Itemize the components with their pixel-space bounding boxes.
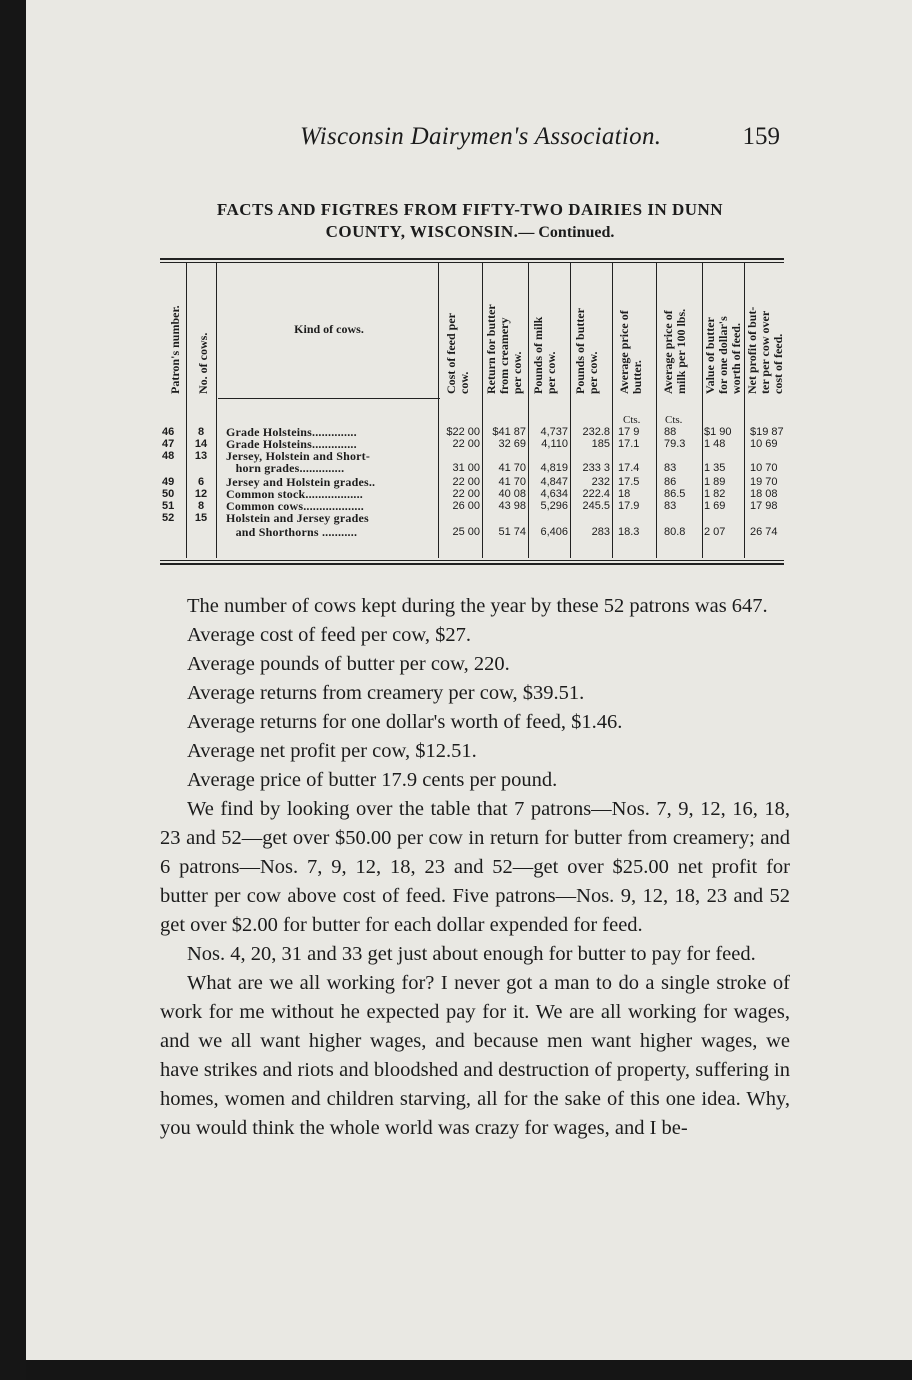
cell-cost: 31 00	[452, 462, 480, 474]
header-cows-text: No. of cows.	[196, 332, 210, 394]
table-title-continued: — Continued.	[518, 224, 615, 241]
cell-price-milk: 86	[664, 476, 677, 488]
cell-value: 1 82	[704, 488, 726, 500]
cell-cows: 8	[197, 426, 205, 438]
header-return-text: Return for butter from creamery per cow.	[484, 304, 524, 394]
header-cows	[196, 262, 214, 394]
cell-value: 2 07	[704, 526, 726, 538]
cell-patron: 52	[162, 512, 175, 524]
cell-milk: 4,634	[540, 488, 568, 500]
cell-milk: 6,406	[540, 526, 568, 538]
cell-patron: 51	[162, 500, 175, 512]
cell-net: 10 69	[750, 438, 778, 450]
header-value	[705, 262, 743, 394]
paragraph: We find by looking over the table that 7 patrons—Nos. 7, 9, 12, 16, 18, 23 and 52—get over $50.00 per cow in return for butter from creamery; and 6 patrons—Nos. 7, 9, 12, 18, 23 and 52—get over $25.00 net profit for butter per cow above cost of feed. Five patrons—Nos. 9, 12, 18, 23 and 52 get over $2.00 for butter for each dollar expended for feed.	[160, 798, 790, 936]
cell-value: 1 69	[704, 500, 726, 512]
cell-kind: Holstein and Jersey grades	[226, 511, 369, 525]
cell-milk: 4,737	[540, 426, 568, 438]
dairy-table	[160, 258, 784, 566]
cell-cost: 25 00	[452, 526, 480, 538]
cell-price-butter: 18.3	[618, 526, 640, 538]
table-row	[160, 526, 784, 538]
header-milk	[532, 262, 564, 394]
paragraph: Average pounds of butter per cow, 220.	[187, 653, 510, 675]
cell-milk: 4,110	[541, 438, 568, 450]
cell-patron: 49	[162, 476, 175, 488]
cell-price-milk: 83	[664, 462, 677, 474]
table-title-line1: FACTS AND FIGTRES FROM FIFTY-TWO DAIRIES IN DUNN	[216, 200, 724, 219]
cell-butter: 245.5	[582, 500, 610, 512]
cell-return: 43 98	[498, 500, 526, 512]
cell-cows: 8	[197, 500, 205, 512]
unit-price-butter: Cts.	[623, 414, 641, 426]
cell-kind: Grade Holsteins..............	[226, 425, 357, 439]
paragraph: Average returns from creamery per cow, $39.51.	[187, 682, 585, 704]
cell-kind: Common cows...................	[226, 499, 364, 513]
table-bottom-rule-thin	[160, 560, 784, 561]
cell-butter: 222.4	[582, 488, 610, 500]
header-patron-text: Patron's number.	[168, 305, 182, 394]
body-text	[160, 592, 790, 1143]
header-net-text: Net profit of but- ter per cow over cost of feed.	[745, 306, 785, 394]
cell-price-butter: 18	[618, 488, 631, 500]
cell-cows: 6	[197, 476, 205, 488]
cell-return: 41 70	[498, 462, 526, 474]
cell-return: 32 69	[498, 438, 526, 450]
cell-kind: Grade Holsteins..............	[226, 437, 357, 451]
table-title-line2	[150, 222, 790, 242]
cell-butter: 185	[591, 438, 610, 450]
cell-patron: 46	[162, 426, 175, 438]
cell-cost: 22 00	[452, 488, 480, 500]
table-row	[160, 462, 784, 474]
table-bottom-rule	[160, 563, 784, 565]
cell-kind: horn grades..............	[226, 461, 345, 475]
header-price-milk	[662, 262, 694, 394]
cell-kind: and Shorthorns ...........	[226, 525, 358, 539]
paragraph: Average price of butter 17.9 cents per pound.	[187, 769, 558, 791]
cell-cost: 22 00	[452, 438, 480, 450]
cell-kind: Common stock..................	[226, 487, 363, 501]
scan-gutter	[0, 0, 26, 1380]
header-price-milk-text: Average price of milk per 100 lbs.	[661, 308, 688, 394]
running-head	[300, 123, 780, 159]
cell-cost: 26 00	[452, 500, 480, 512]
cell-price-butter: 17.5	[618, 476, 640, 488]
cell-price-milk: 80.8	[664, 526, 686, 538]
cell-kind: Jersey, Holstein and Short-	[226, 449, 371, 463]
paragraph: What are we all working for? I never got a man to do a single stroke of work for me without he expected pay for it. We are all working for wages, and we all want higher wages, and because men want higher wages, we have strikes and riots and bloodshed and destruction of property, suffering in homes, women and children starving, all for the sake of this one idea. Why, you would think the whole world was crazy for wages, and I be-	[160, 972, 790, 1139]
cell-net: $19 87	[750, 426, 784, 438]
cell-price-butter: 17.1	[618, 438, 640, 450]
header-price-butter	[618, 262, 650, 394]
cell-patron: 47	[162, 438, 175, 450]
cell-net: 26 74	[750, 526, 778, 538]
header-cost	[445, 262, 477, 394]
cell-cost: $22 00	[446, 426, 480, 438]
cell-cows: 13	[194, 450, 208, 462]
cell-price-milk: 86.5	[664, 488, 686, 500]
header-milk-text: Pounds of milk per cow.	[531, 316, 558, 394]
table-row	[160, 512, 784, 524]
header-butter-text: Pounds of butter per cow.	[573, 307, 600, 394]
cell-price-butter: 17.4	[618, 462, 640, 474]
cell-milk: 4,847	[540, 476, 568, 488]
cell-cows: 12	[194, 488, 208, 500]
page-number: 159	[742, 123, 780, 150]
cell-price-butter: 17 9	[618, 426, 640, 438]
header-butter	[574, 262, 606, 394]
header-kind: Kind of cows.	[294, 322, 364, 336]
kind-header-rule	[218, 398, 440, 399]
paragraph: Average net profit per cow, $12.51.	[187, 740, 477, 762]
cell-value: 1 48	[704, 438, 726, 450]
cell-butter: 232	[591, 476, 610, 488]
cell-milk: 4,819	[540, 462, 568, 474]
paragraph: Nos. 4, 20, 31 and 33 get just about enough for butter to pay for feed.	[187, 943, 756, 965]
cell-return: 41 70	[498, 476, 526, 488]
cell-net: 10 70	[750, 462, 778, 474]
cell-value: 1 89	[704, 476, 726, 488]
cell-patron: 48	[162, 450, 175, 462]
cell-price-milk: 83	[664, 500, 677, 512]
paragraph: The number of cows kept during the year by these 52 patrons was 647.	[187, 595, 768, 617]
cell-patron: 50	[162, 488, 175, 500]
scan-bottom-edge	[26, 1360, 912, 1380]
cell-cows: 14	[194, 438, 208, 450]
cell-return: 40 08	[498, 488, 526, 500]
unit-price-milk: Cts.	[665, 414, 683, 426]
paragraph: Average returns for one dollar's worth of feed, $1.46.	[187, 711, 623, 733]
cell-return: $41 87	[492, 426, 526, 438]
running-title: Wisconsin Dairymen's Association.	[300, 123, 662, 150]
cell-net: 17 98	[750, 500, 778, 512]
paragraph: Average cost of feed per cow, $27.	[187, 624, 472, 646]
header-price-butter-text: Average price of butter.	[617, 310, 644, 394]
header-net	[747, 262, 785, 394]
header-return	[486, 262, 526, 394]
cell-net: 19 70	[750, 476, 778, 488]
header-cost-text: Cost of feed per cow.	[444, 313, 471, 394]
cell-butter: 283	[591, 526, 610, 538]
header-value-text: Value of butter for one dollar's worth of feed.	[703, 316, 743, 394]
cell-net: 18 08	[750, 488, 778, 500]
cell-butter: 233 3	[582, 462, 610, 474]
cell-cost: 22 00	[452, 476, 480, 488]
cell-return: 51 74	[498, 526, 526, 538]
cell-price-milk: 79.3	[664, 438, 686, 450]
cell-cows: 15	[194, 512, 208, 524]
cell-butter: 232.8	[582, 426, 610, 438]
cell-milk: 5,296	[540, 500, 568, 512]
cell-value: 1 35	[704, 462, 726, 474]
cell-kind: Jersey and Holstein grades..	[226, 475, 376, 489]
cell-price-milk: 88	[664, 426, 677, 438]
header-patron	[168, 262, 186, 394]
table-title-county: COUNTY, WISCONSIN.	[325, 222, 519, 241]
table-top-rule	[160, 258, 784, 260]
cell-value: $1 90	[704, 426, 732, 438]
cell-price-butter: 17.9	[618, 500, 640, 512]
